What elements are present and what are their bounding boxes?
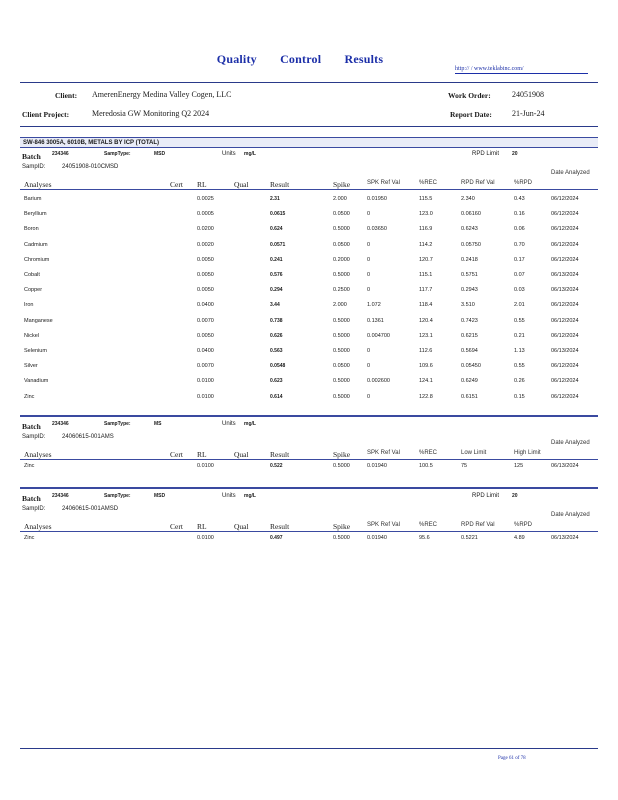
table-cell: 06/13/2024 <box>551 463 579 469</box>
table-cell: 0.5000 <box>333 272 350 278</box>
samp-type-value: MSD <box>154 151 166 157</box>
table-cell: 0 <box>367 348 371 354</box>
batch-number: 234346 <box>52 151 69 157</box>
table-cell: 0.0100 <box>197 535 214 541</box>
table-cell: 0.623 <box>270 378 283 385</box>
header-underline <box>20 459 598 460</box>
table-cell: 2.31 <box>270 196 280 202</box>
table-cell: 0.0500 <box>333 363 350 370</box>
table-cell: 0.5000 <box>333 463 350 469</box>
table-cell: 3.510 <box>461 302 475 309</box>
table-cell: 0.01950 <box>367 196 387 202</box>
title-word: Quality <box>216 52 257 66</box>
table-cell: 0.07 <box>514 272 525 278</box>
column-header: Qual <box>234 450 249 459</box>
table-cell: 0.2418 <box>461 256 478 263</box>
table-cell: 0.0100 <box>197 463 214 469</box>
table-cell: 0 <box>367 272 371 278</box>
table-cell: 0.55 <box>514 317 525 324</box>
table-cell: 0.624 <box>270 226 283 233</box>
units-label: Units <box>222 493 236 499</box>
table-cell: 4.89 <box>514 535 525 541</box>
analyte-name: Chromium <box>24 256 50 263</box>
table-cell: 06/12/2024 <box>551 256 579 263</box>
table-cell: 1.13 <box>514 348 525 354</box>
table-cell: 0.6151 <box>461 393 478 400</box>
table-cell: 100.5 <box>419 463 433 469</box>
table-cell: 117.7 <box>419 287 433 294</box>
table-cell: 125 <box>514 463 524 469</box>
table-cell: 0.1361 <box>367 317 384 324</box>
column-header: Result <box>270 450 290 459</box>
table-cell: 2.01 <box>514 302 525 309</box>
table-cell: 0.522 <box>270 463 283 469</box>
table-cell: 0.5000 <box>333 317 350 324</box>
footer-divider <box>20 748 598 749</box>
table-cell: 0.5000 <box>333 535 350 541</box>
table-cell: 06/12/2024 <box>551 196 579 202</box>
table-cell: 0.55 <box>514 363 525 370</box>
table-cell: 0.2000 <box>333 256 350 263</box>
units-value: mg/L <box>244 151 256 157</box>
table-cell: 0.002600 <box>367 378 390 385</box>
table-cell: 0.5221 <box>461 535 478 541</box>
units-value: mg/L <box>244 421 256 427</box>
block-divider <box>20 415 598 417</box>
report-title <box>0 52 600 67</box>
analyte-name: Barium <box>24 196 42 202</box>
table-cell: 124.1 <box>419 378 433 385</box>
analyte-name: Cobalt <box>24 272 40 278</box>
table-cell: 06/12/2024 <box>551 302 579 309</box>
table-cell: 112.6 <box>419 348 433 354</box>
column-header-date: Date Analyzed <box>551 512 590 518</box>
table-cell: 0.15 <box>514 393 525 400</box>
info-divider <box>20 126 598 127</box>
analyte-name: Copper <box>24 287 43 294</box>
section-heading: SW-846 3005A, 6010B, METALS BY ICP (TOTAL) <box>20 137 598 148</box>
table-cell: 06/12/2024 <box>551 393 579 400</box>
rpd-limit-label: RPD Limit <box>472 493 500 499</box>
table-cell: 120.7 <box>419 256 433 263</box>
table-cell: 0.01940 <box>367 463 387 469</box>
table-cell: 2.000 <box>333 302 347 309</box>
table-cell: 0.241 <box>270 256 283 263</box>
table-cell: 0.0005 <box>197 211 214 218</box>
table-cell: 0.21 <box>514 332 525 339</box>
table-cell: 0.0100 <box>197 393 214 400</box>
table-cell: 0 <box>367 393 371 400</box>
title-word: Results <box>344 52 384 66</box>
table-cell: 0.2943 <box>461 287 478 294</box>
client-label: Client: <box>55 91 78 100</box>
table-cell: 0.5694 <box>461 348 478 354</box>
table-cell: 114.2 <box>419 241 433 248</box>
table-cell: 0.16 <box>514 211 525 218</box>
table-cell: 0.0020 <box>197 241 214 248</box>
table-cell: 0 <box>367 287 371 294</box>
table-cell: 116.9 <box>419 226 433 233</box>
table-cell: 3.44 <box>270 302 280 309</box>
report-date-label: Report Date: <box>450 110 492 119</box>
column-header: %REC <box>419 180 438 186</box>
table-cell: 0.0050 <box>197 272 214 278</box>
samp-type-label: SampType: <box>104 421 131 427</box>
table-cell: 2.340 <box>461 196 475 202</box>
table-cell: 0.5000 <box>333 348 350 354</box>
column-header: %REC <box>419 450 438 456</box>
analyte-name: Silver <box>24 363 38 370</box>
table-cell: 115.5 <box>419 196 433 202</box>
analyte-name: Vanadium <box>24 378 49 385</box>
table-cell: 115.1 <box>419 272 433 278</box>
table-cell: 0.0050 <box>197 332 214 339</box>
table-cell: 0.6215 <box>461 332 478 339</box>
sampid-label: SampID: <box>22 164 46 170</box>
column-header-date: Date Analyzed <box>551 170 590 176</box>
table-cell: 0.70 <box>514 241 525 248</box>
column-header-date: Date Analyzed <box>551 440 590 446</box>
header-underline <box>20 189 598 190</box>
column-header: RPD Ref Val <box>461 522 495 528</box>
table-cell: 0.614 <box>270 393 283 400</box>
column-header: Spike <box>333 180 351 189</box>
table-cell: 0.03650 <box>367 226 387 233</box>
table-cell: 0 <box>367 211 371 218</box>
column-header: SPK Ref Val <box>367 180 400 186</box>
table-cell: 118.4 <box>419 302 433 309</box>
samp-type-value: MS <box>154 421 162 427</box>
table-cell: 0.004700 <box>367 332 390 339</box>
batch-label: Batch <box>22 422 41 431</box>
column-header: Cert <box>170 450 183 459</box>
column-header: RPD Ref Val <box>461 180 495 186</box>
table-cell: 0.5000 <box>333 332 350 339</box>
table-cell: 2.000 <box>333 196 347 202</box>
table-cell: 109.6 <box>419 363 433 370</box>
column-header: %RPD <box>514 522 533 528</box>
column-header: Spike <box>333 450 351 459</box>
table-cell: 0.0400 <box>197 348 214 354</box>
table-cell: 0.01940 <box>367 535 387 541</box>
column-header: SPK Ref Val <box>367 522 400 528</box>
table-cell: 0.6249 <box>461 378 478 385</box>
table-cell: 06/12/2024 <box>551 378 579 385</box>
table-cell: 0.294 <box>270 287 283 294</box>
table-cell: 95.6 <box>419 535 430 541</box>
work-order-label: Work Order: <box>448 91 491 100</box>
header-underline <box>20 531 598 532</box>
table-cell: 06/12/2024 <box>551 211 579 218</box>
rpd-limit-label: RPD Limit <box>472 151 500 157</box>
rpd-limit-value: 20 <box>512 493 518 499</box>
table-cell: 0.06160 <box>461 211 481 218</box>
column-header: Cert <box>170 522 183 531</box>
block-divider <box>20 487 598 489</box>
column-header: %REC <box>419 522 438 528</box>
column-header: RL <box>197 450 207 459</box>
table-cell: 120.4 <box>419 317 433 324</box>
table-cell: 0.43 <box>514 196 525 202</box>
table-cell: 06/13/2024 <box>551 287 579 294</box>
column-header: Spike <box>333 522 351 531</box>
table-cell: 123.1 <box>419 332 433 339</box>
table-cell: 0.03 <box>514 287 525 294</box>
column-header: Analyses <box>24 450 52 459</box>
column-header: Cert <box>170 180 183 189</box>
sampid-value: 24051908-010CMSD <box>62 164 119 170</box>
table-cell: 0.0025 <box>197 196 214 202</box>
table-cell: 0.0200 <box>197 226 214 233</box>
analyte-name: Beryllium <box>24 211 47 218</box>
column-header: Qual <box>234 522 249 531</box>
table-cell: 0.26 <box>514 378 525 385</box>
units-label: Units <box>222 421 236 427</box>
table-cell: 0.0615 <box>270 211 286 218</box>
table-cell: 0 <box>367 256 371 263</box>
table-cell: 0 <box>367 241 371 248</box>
samp-type-label: SampType: <box>104 151 131 157</box>
analyte-name: Zinc <box>24 463 35 469</box>
sampid-label: SampID: <box>22 434 46 440</box>
analyte-name: Manganese <box>24 317 53 324</box>
table-cell: 0.7423 <box>461 317 478 324</box>
project-name: Meredosia GW Monitoring Q2 2024 <box>92 109 210 118</box>
analyte-name: Boron <box>24 226 39 233</box>
column-header: SPK Ref Val <box>367 450 400 456</box>
header-divider <box>20 82 598 83</box>
column-header: Qual <box>234 180 249 189</box>
column-header: High Limit <box>514 450 541 456</box>
table-cell: 0.17 <box>514 256 525 263</box>
table-cell: 06/12/2024 <box>551 363 579 370</box>
table-cell: 0.5751 <box>461 272 478 278</box>
table-cell: 0.0070 <box>197 363 214 370</box>
column-header: RL <box>197 522 207 531</box>
units-label: Units <box>222 151 236 157</box>
work-order-value: 24051908 <box>512 90 544 99</box>
table-cell: 0.06 <box>514 226 525 233</box>
analyte-name: Selenium <box>24 348 47 354</box>
table-cell: 0.5000 <box>333 393 350 400</box>
lab-url-link[interactable]: http:// / www.teklabinc.com/ <box>455 66 588 74</box>
table-cell: 0.0500 <box>333 241 350 248</box>
table-cell: 0.5000 <box>333 378 350 385</box>
sampid-value: 24060615-001AMSD <box>62 506 119 512</box>
column-header: Result <box>270 522 290 531</box>
table-cell: 0.6243 <box>461 226 478 233</box>
rpd-limit-value: 20 <box>512 151 518 157</box>
table-cell: 0.0571 <box>270 241 286 248</box>
batch-number: 234346 <box>52 421 69 427</box>
page-number: Page 61 of 78 <box>498 756 526 761</box>
batch-label: Batch <box>22 152 41 161</box>
analyte-name: Iron <box>24 302 34 309</box>
table-cell: 0.5000 <box>333 226 350 233</box>
column-header: Analyses <box>24 522 52 531</box>
table-cell: 06/12/2024 <box>551 241 579 248</box>
samp-type-label: SampType: <box>104 493 131 499</box>
table-cell: 06/13/2024 <box>551 348 579 354</box>
table-cell: 0.0070 <box>197 317 214 324</box>
table-cell: 0.497 <box>270 535 283 541</box>
table-cell: 0.05750 <box>461 241 481 248</box>
table-cell: 0 <box>367 363 371 370</box>
analyte-name: Zinc <box>24 535 35 541</box>
table-cell: 0.0400 <box>197 302 214 309</box>
table-cell: 0.738 <box>270 317 283 324</box>
table-cell: 0.05450 <box>461 363 481 370</box>
batch-number: 234346 <box>52 493 69 499</box>
table-cell: 06/13/2024 <box>551 272 579 278</box>
table-cell: 0.0548 <box>270 363 286 370</box>
table-cell: 1.072 <box>367 302 381 309</box>
client-project-label: Client Project: <box>22 110 70 119</box>
column-header: Analyses <box>24 180 52 189</box>
report-date-value: 21-Jun-24 <box>512 109 545 118</box>
title-word: Control <box>280 52 322 66</box>
analyte-name: Nickel <box>24 332 39 339</box>
table-cell: 123.0 <box>419 211 433 218</box>
column-header: %RPD <box>514 180 533 186</box>
table-cell: 06/13/2024 <box>551 535 579 541</box>
sampid-label: SampID: <box>22 506 46 512</box>
table-cell: 0.0100 <box>197 378 214 385</box>
column-header: RL <box>197 180 207 189</box>
units-value: mg/L <box>244 493 256 499</box>
table-cell: 0.626 <box>270 332 283 339</box>
table-cell: 75 <box>461 463 468 469</box>
table-cell: 0.563 <box>270 348 283 354</box>
table-cell: 122.8 <box>419 393 433 400</box>
column-header: Result <box>270 180 290 189</box>
samp-type-value: MSD <box>154 493 166 499</box>
table-cell: 06/12/2024 <box>551 332 579 339</box>
batch-label: Batch <box>22 494 41 503</box>
table-cell: 06/12/2024 <box>551 317 579 324</box>
table-cell: 0.2500 <box>333 287 350 294</box>
table-cell: 0.0500 <box>333 211 350 218</box>
column-header: Low Limit <box>461 450 487 456</box>
table-cell: 0.0050 <box>197 256 214 263</box>
client-name: AmerenEnergy Medina Valley Cogen, LLC <box>92 90 232 99</box>
table-cell: 0.576 <box>270 272 283 278</box>
analyte-name: Cadmium <box>24 241 48 248</box>
analyte-name: Zinc <box>24 393 35 400</box>
table-cell: 06/12/2024 <box>551 226 579 233</box>
table-cell: 0.0050 <box>197 287 214 294</box>
sampid-value: 24060615-001AMS <box>62 434 114 440</box>
